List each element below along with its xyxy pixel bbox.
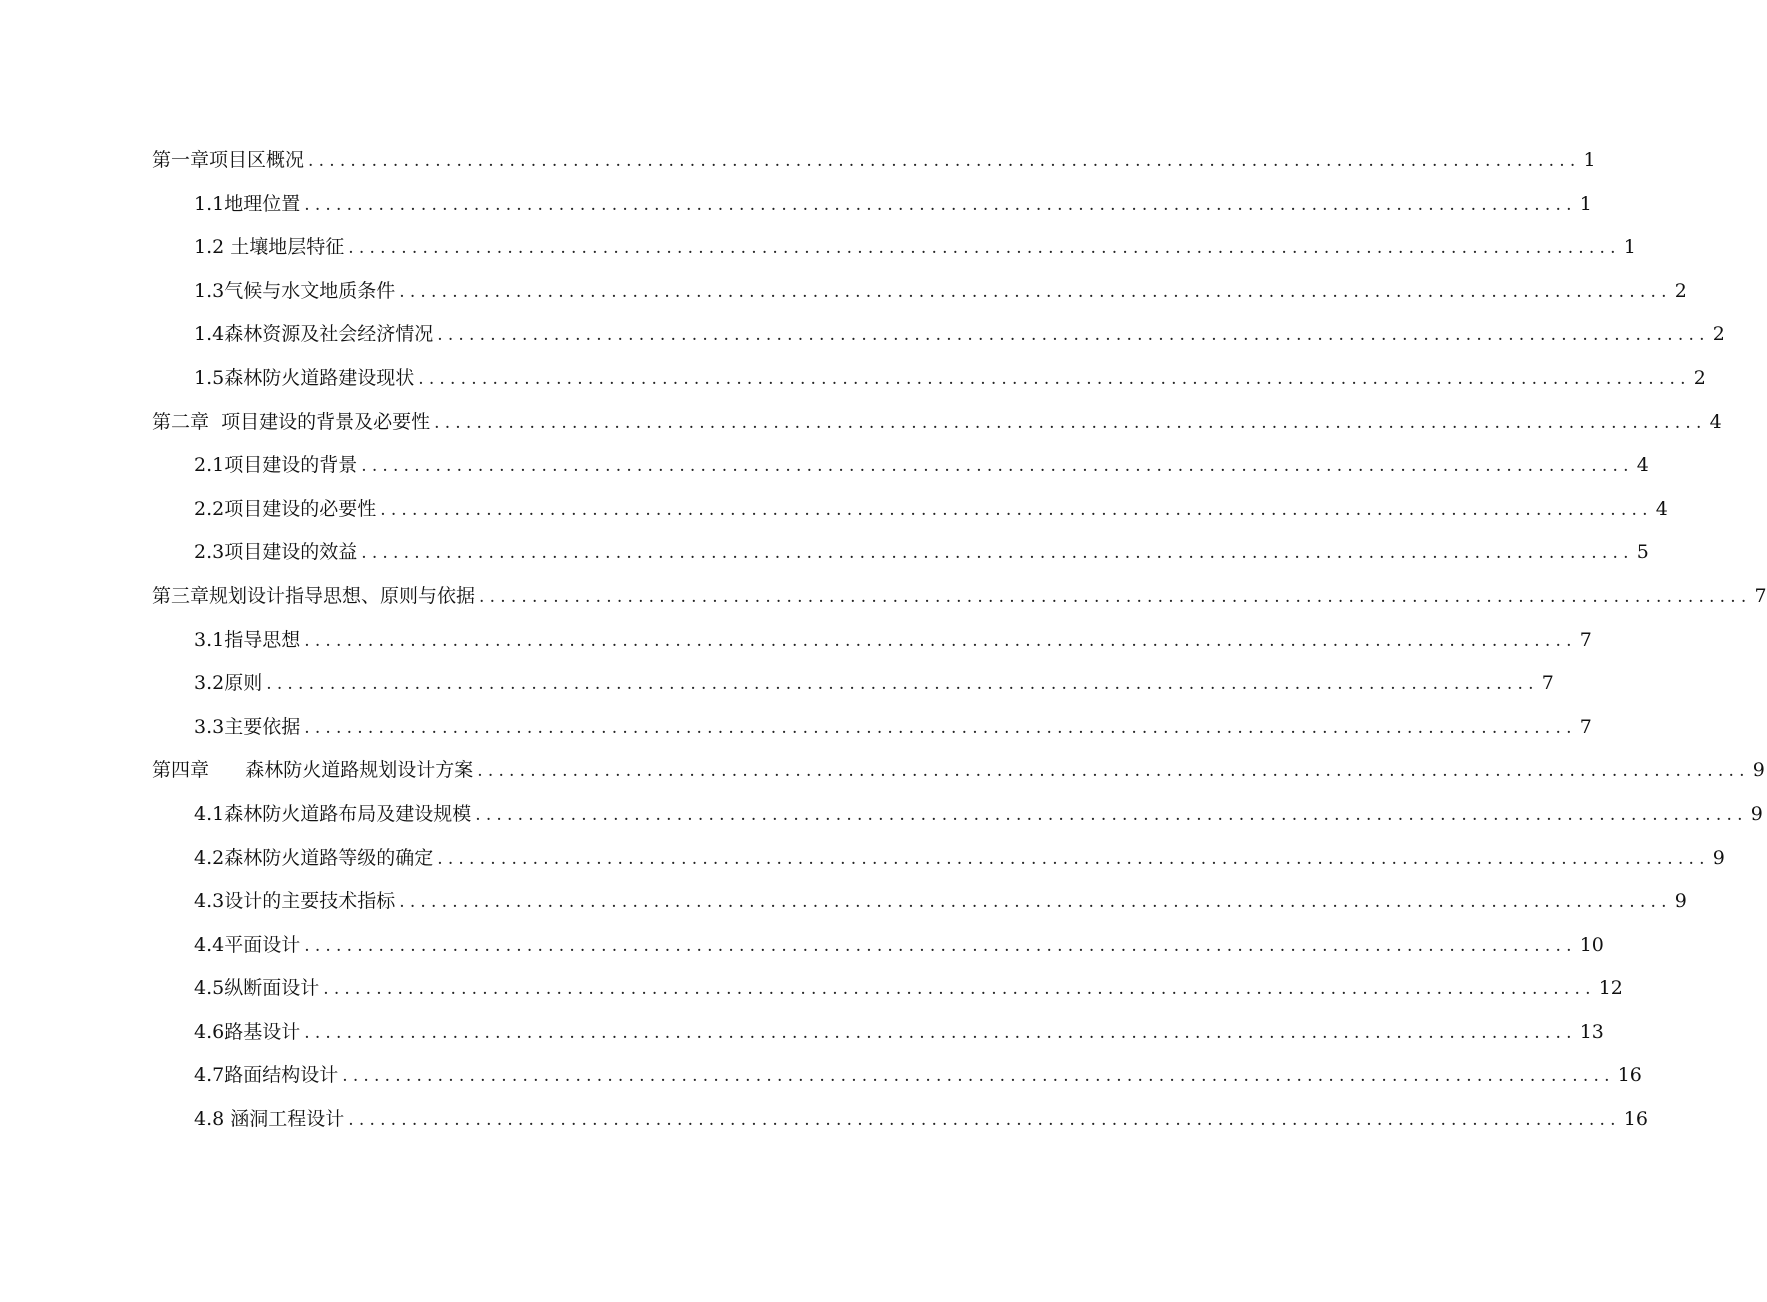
toc-entry-title: 第二章 项目建设的背景及必要性 (152, 410, 431, 433)
toc-entry-title: 3.1指导思想 (194, 628, 301, 651)
toc-dot-leader: ........................................................................................................................ (399, 281, 1672, 302)
toc-dot-leader: ........................................................................................................................ (323, 979, 1596, 1000)
toc-section-entry[interactable] (152, 357, 1706, 401)
toc-entry-title: 4.3设计的主要技术指标 (194, 890, 396, 913)
toc-dot-leader: ........................................................................................................................ (434, 412, 1707, 433)
toc-entry-title: 4.6路基设计 (194, 1020, 301, 1043)
toc-dot-leader: ........................................................................................................................ (399, 892, 1672, 913)
toc-section-entry[interactable] (152, 924, 1604, 968)
toc-section-entry[interactable] (152, 1011, 1604, 1055)
toc-chapter-entry[interactable] (152, 749, 1765, 793)
toc-dot-leader: ........................................................................................................................ (304, 630, 1577, 651)
toc-dot-leader: ........................................................................................................................ (437, 325, 1710, 346)
toc-dot-leader: ........................................................................................................................ (308, 151, 1581, 171)
toc-section-entry[interactable] (152, 880, 1687, 924)
toc-section-entry[interactable] (152, 1054, 1642, 1098)
toc-dot-leader: ........................................................................................................................ (437, 848, 1710, 869)
toc-dot-leader: ........................................................................................................................ (266, 674, 1539, 695)
toc-entry-title: 第四章 森林防火道路规划设计方案 (152, 759, 474, 782)
toc-entry-title: 1.5森林防火道路建设现状 (194, 366, 415, 389)
toc-page-number: 7 (1754, 584, 1767, 607)
toc-dot-leader: ........................................................................................................................ (380, 499, 1653, 520)
toc-page-number: 9 (1674, 890, 1687, 913)
toc-entry-title: 2.2项目建设的必要性 (194, 497, 377, 520)
toc-chapter-entry[interactable] (152, 575, 1767, 619)
toc-page-number: 12 (1598, 977, 1623, 1000)
toc-page-number: 5 (1636, 541, 1649, 564)
toc-page-number: 7 (1579, 628, 1592, 651)
toc-page-number: 9 (1712, 846, 1725, 869)
toc-page-number: 4 (1636, 454, 1649, 477)
toc-page-number: 9 (1752, 759, 1765, 782)
toc-entry-title: 4.5纵断面设计 (194, 977, 320, 1000)
toc-dot-leader: ........................................................................................................................ (348, 238, 1621, 259)
toc-entry-title: 1.1地理位置 (194, 192, 301, 215)
toc-section-entry[interactable] (152, 226, 1636, 270)
toc-page-number: 7 (1541, 672, 1554, 695)
toc-page-number: 4 (1655, 497, 1668, 520)
toc-page-number: 1 (1583, 149, 1596, 171)
toc-section-entry[interactable] (152, 531, 1649, 575)
toc-page-number: 4 (1709, 410, 1722, 433)
toc-page-number: 2 (1693, 366, 1706, 389)
toc-chapter-entry[interactable] (152, 139, 1596, 183)
toc-page-number: 7 (1579, 715, 1592, 738)
toc-section-entry[interactable] (152, 793, 1763, 837)
toc-page-number: 16 (1623, 1108, 1648, 1131)
toc-entry-title: 1.4森林资源及社会经济情况 (194, 323, 434, 346)
toc-entry-title: 4.2森林防火道路等级的确定 (194, 846, 434, 869)
toc-entry-title: 4.8 涵洞工程设计 (194, 1108, 345, 1131)
toc-page-number: 1 (1623, 236, 1636, 259)
toc-entry-title: 4.1森林防火道路布局及建设规模 (194, 802, 472, 825)
toc-dot-leader: ........................................................................................................................ (304, 935, 1577, 956)
toc-dot-leader: ........................................................................................................................ (348, 1110, 1621, 1131)
toc-section-entry[interactable] (152, 183, 1592, 227)
toc-entry-title: 4.4平面设计 (194, 933, 301, 956)
toc-page-number: 1 (1579, 192, 1592, 215)
toc-entry-title: 第三章规划设计指导思想、原则与依据 (152, 584, 476, 607)
toc-page-number: 9 (1750, 802, 1763, 825)
toc-dot-leader: ........................................................................................................................ (418, 368, 1691, 389)
toc-section-entry[interactable] (152, 488, 1668, 532)
toc-dot-leader: ........................................................................................................................ (342, 1066, 1615, 1087)
toc-entry-title: 1.2 土壤地层特征 (194, 236, 345, 259)
toc-dot-leader: ........................................................................................................................ (475, 804, 1748, 825)
toc-entry-title: 2.3项目建设的效益 (194, 541, 358, 564)
toc-entry-title: 2.1项目建设的背景 (194, 454, 358, 477)
toc-page-number: 10 (1579, 933, 1604, 956)
toc-dot-leader: ........................................................................................................................ (304, 717, 1577, 738)
toc-section-entry[interactable] (152, 837, 1725, 881)
toc-entry-title: 第一章项目区概况 (152, 149, 305, 171)
toc-page-number: 16 (1617, 1064, 1642, 1087)
toc-entry-title: 3.3主要依据 (194, 715, 301, 738)
toc-page-number: 2 (1674, 279, 1687, 302)
toc-page-number: 13 (1579, 1020, 1604, 1043)
toc-section-entry[interactable] (152, 270, 1687, 314)
toc-section-entry[interactable] (152, 967, 1623, 1011)
toc-entry-title: 1.3气候与水文地质条件 (194, 279, 396, 302)
toc-dot-leader: ........................................................................................................................ (477, 761, 1750, 782)
toc-entry-title: 3.2原则 (194, 672, 263, 695)
toc-section-entry[interactable] (152, 706, 1592, 750)
toc-dot-leader: ........................................................................................................................ (361, 456, 1634, 477)
toc-chapter-entry[interactable] (152, 401, 1722, 445)
table-of-contents (152, 139, 1767, 1142)
toc-dot-leader: ........................................................................................................................ (479, 586, 1752, 607)
toc-section-entry[interactable] (152, 444, 1649, 488)
toc-section-entry[interactable] (152, 1098, 1648, 1142)
toc-section-entry[interactable] (152, 313, 1725, 357)
toc-entry-title: 4.7路面结构设计 (194, 1064, 339, 1087)
toc-dot-leader: ........................................................................................................................ (304, 1022, 1577, 1043)
toc-section-entry[interactable] (152, 662, 1554, 706)
toc-dot-leader: ........................................................................................................................ (361, 543, 1634, 564)
toc-dot-leader: ........................................................................................................................ (304, 194, 1577, 215)
toc-section-entry[interactable] (152, 619, 1592, 663)
toc-page-number: 2 (1712, 323, 1725, 346)
